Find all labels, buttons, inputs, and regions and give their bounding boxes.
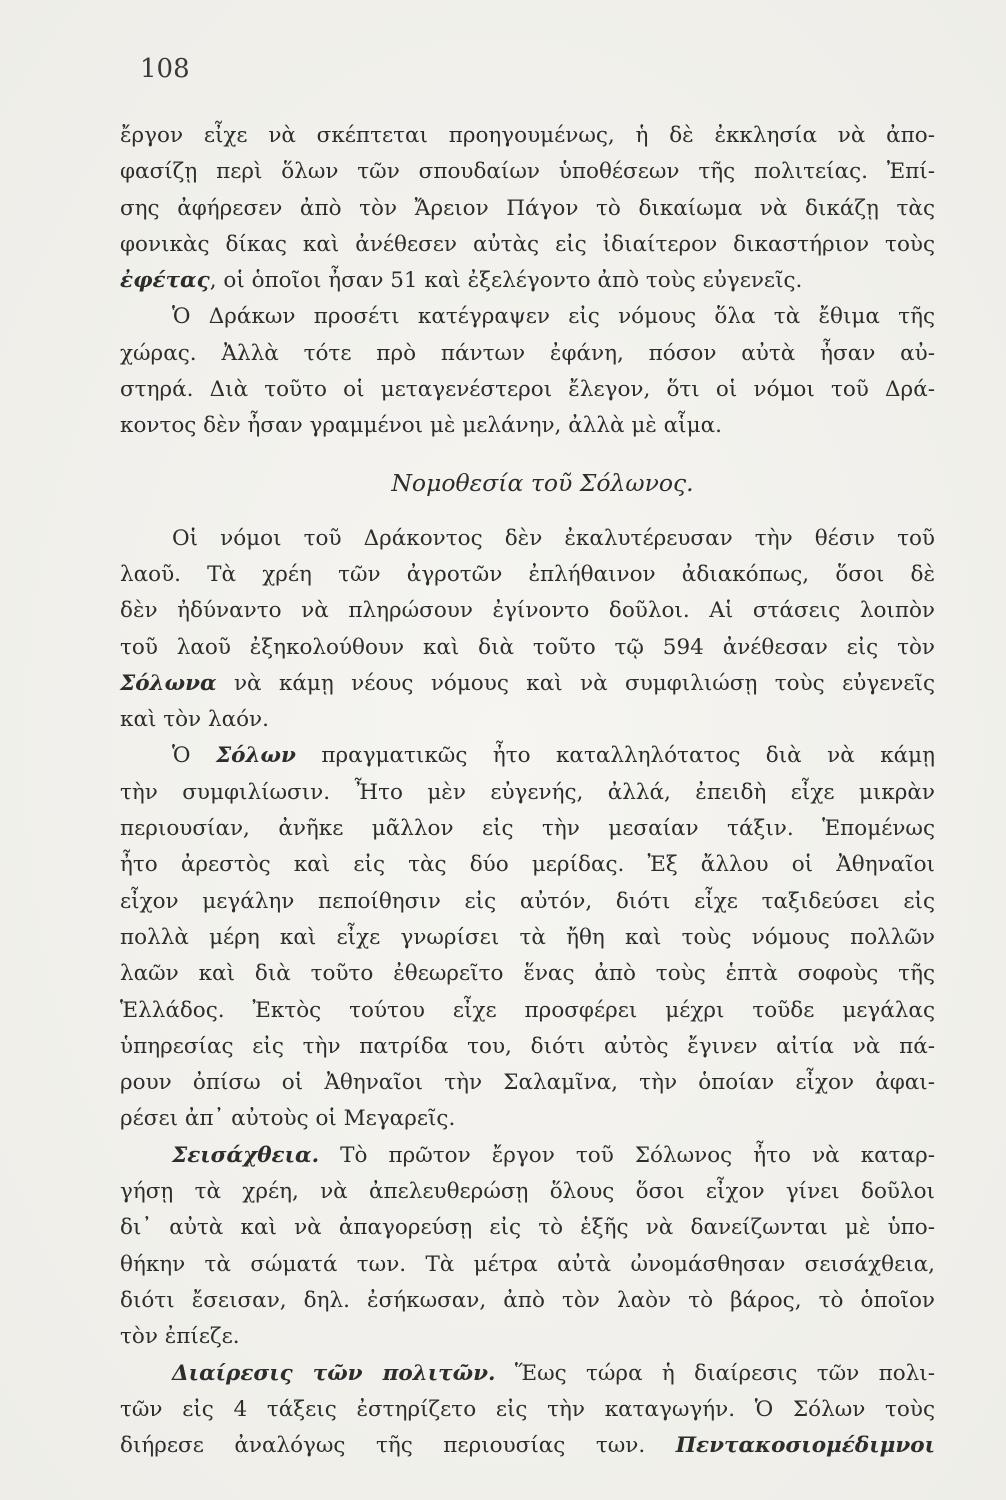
text-line: στηρά. Διὰ τοῦτο οἱ μεταγενέστεροι ἔλεγον, ὅτι οἱ νόμοι τοῦ Δρά- [120, 377, 935, 403]
term-efetas: ἐφέτας [120, 268, 210, 294]
text-line: ἔργον εἶχε νὰ σκέπτεται προηγουμένως, ἡ δὲ ἐκκλησία νὰ ἀπο- [120, 123, 935, 148]
text-line: εἶχον μεγάλην πεποίθησιν εἰς αὐτόν, διότι εἶχε ταξιδεύσει εἰς [120, 888, 935, 914]
text-line: πολλὰ μέρη καὶ εἶχε γνωρίσει τὰ ἤθη καὶ τοὺς νόμους πολλῶν [120, 924, 935, 950]
term-solona: Σόλωνα [120, 670, 217, 696]
text-line: λαοῦ. Τὰ χρέη τῶν ἀγροτῶν ἐπλήθαινον ἀδιακόπως, ὅσοι δὲ [120, 561, 935, 587]
text-line: κοντος δὲν ἦσαν γραμμένοι μὲ μελάνην, ἀλλὰ μὲ αἷμα. [120, 413, 722, 439]
text-line: φασίζῃ περὶ ὅλων τῶν σπουδαίων ὑποθέσεων τῆς πολιτείας. Ἐπί- [120, 159, 935, 185]
text-line: Ἑλλάδος. Ἐκτὸς τούτου εἶχε προσφέρει μέχρι τοῦδε μεγάλας [120, 997, 935, 1023]
text-line: λαῶν καὶ διὰ τοῦτο ἐθεωρεῖτο ἕνας ἀπὸ τοὺς ἑπτὰ σοφοὺς τῆς [120, 961, 935, 987]
text-line: τοῦ λαοῦ ἐξηκολούθουν καὶ διὰ τοῦτο τῷ 594 ἀνέθεσαν εἰς τὸν [120, 634, 935, 660]
text-line: Ὁ Σόλων πραγματικῶς ἦτο καταλληλότατος διὰ νὰ κάμῃ [172, 743, 935, 769]
term-diairesis: Διαίρεσις τῶν πολιτῶν. [172, 1360, 496, 1386]
text-line: γήσῃ τὰ χρέη, νὰ ἀπελευθερώσῃ ὅλους ὅσοι εἶχον γίνει δοῦλοι [120, 1179, 935, 1205]
text-line: φονικὰς δίκας καὶ ἀνέθεσεν αὐτὰς εἰς ἰδιαίτερον δικαστήριον τοὺς [120, 231, 935, 257]
page-number: 108 [140, 54, 190, 84]
text-line: Ὁ Δράκων προσέτι κατέγραψεν εἰς νόμους ὅλα τὰ ἔθιμα τῆς [172, 304, 935, 330]
section-heading: Νομοθεσία τοῦ Σόλωνος. [391, 468, 694, 497]
term-seisachtheia: Σεισάχθεια. [172, 1142, 320, 1168]
text-line: θήκην τὰ σώματά των. Τὰ μέτρα αὐτὰ ὠνομάσθησαν σεισάχθεια, [120, 1251, 935, 1277]
text-line: Σεισάχθεια. Τὸ πρῶτον ἔργον τοῦ Σόλωνος ἦτο νὰ καταρ- [172, 1142, 935, 1168]
text-line: ρουν ὀπίσω οἱ Ἀθηναῖοι τὴν Σαλαμῖνα, τὴν ὁποίαν εἶχον ἀφαι- [120, 1070, 935, 1096]
text-line: καὶ τὸν λαόν. [120, 707, 269, 733]
text-line: τὴν συμφιλίωσιν. Ἦτο μὲν εὐγενής, ἀλλά, ἐπειδὴ εἶχε μικρὰν [120, 779, 935, 805]
text-line: Σόλωνα νὰ κάμῃ νέους νόμους καὶ νὰ συμφιλιώσῃ τοὺς εὐγενεῖς [120, 670, 935, 696]
text-line: τὸν ἐπίεζε. [120, 1324, 240, 1350]
text-line: ρέσει ἀπ᾿ αὐτοὺς οἱ Μεγαρεῖς. [120, 1106, 456, 1132]
text-line: Οἱ νόμοι τοῦ Δράκοντος δὲν ἐκαλυτέρευσαν τὴν θέσιν τοῦ [172, 525, 935, 551]
text-line: ἦτο ἀρεστὸς καὶ εἰς τὰς δύο μερίδας. Ἐξ ἄλλου οἱ Ἀθηναῖοι [120, 852, 935, 878]
text-line: τῶν εἰς 4 τάξεις ἐστηρίζετο εἰς τὴν καταγωγήν. Ὁ Σόλων τοὺς [120, 1396, 935, 1422]
text-line: χώρας. Ἀλλὰ τότε πρὸ πάντων ἐφάνη, πόσον αὐτὰ ἦσαν αὐ- [120, 340, 935, 366]
text-line: διήρεσε ἀναλόγως τῆς περιουσίας των. Πεντακοσιομέδιμνοι [120, 1433, 935, 1459]
text-line: δι᾿ αὐτὰ καὶ νὰ ἀπαγορεύσῃ εἰς τὸ ἑξῆς νὰ δανείζωνται μὲ ὑπο- [120, 1215, 935, 1241]
text-line: ἐφέτας, οἱ ὁποῖοι ἦσαν 51 καὶ ἐξελέγοντο ἀπὸ τοὺς εὐγενεῖς. [120, 268, 803, 294]
text-line: περιουσίαν, ἀνῆκε μᾶλλον εἰς τὴν μεσαίαν τάξιν. Ἑπομένως [120, 816, 935, 842]
text-line: σης ἀφήρεσεν ἀπὸ τὸν Ἄρειον Πάγον τὸ δικαίωμα νὰ δικάζῃ τὰς [120, 195, 935, 221]
term-solon: Σόλων [215, 743, 296, 769]
text-line: διότι ἔσεισαν, δηλ. ἐσήκωσαν, ἀπὸ τὸν λαὸν τὸ βάρος, τὸ ὁποῖον [120, 1287, 935, 1313]
text-line: Διαίρεσις τῶν πολιτῶν. Ἕως τώρα ἡ διαίρεσις τῶν πολι- [172, 1360, 935, 1386]
term-pentakosiomedimnoi: Πεντακοσιομέδιμνοι [675, 1433, 935, 1459]
body-text [120, 118, 935, 1464]
text-line: δὲν ἠδύναντο νὰ πληρώσουν ἐγίνοντο δοῦλοι. Αἱ στάσεις λοιπὸν [120, 598, 935, 624]
text-line: ὑπηρεσίας εἰς τὴν πατρίδα του, διότι αὐτὸς ἔγινεν αἰτία νὰ πά- [120, 1033, 935, 1059]
